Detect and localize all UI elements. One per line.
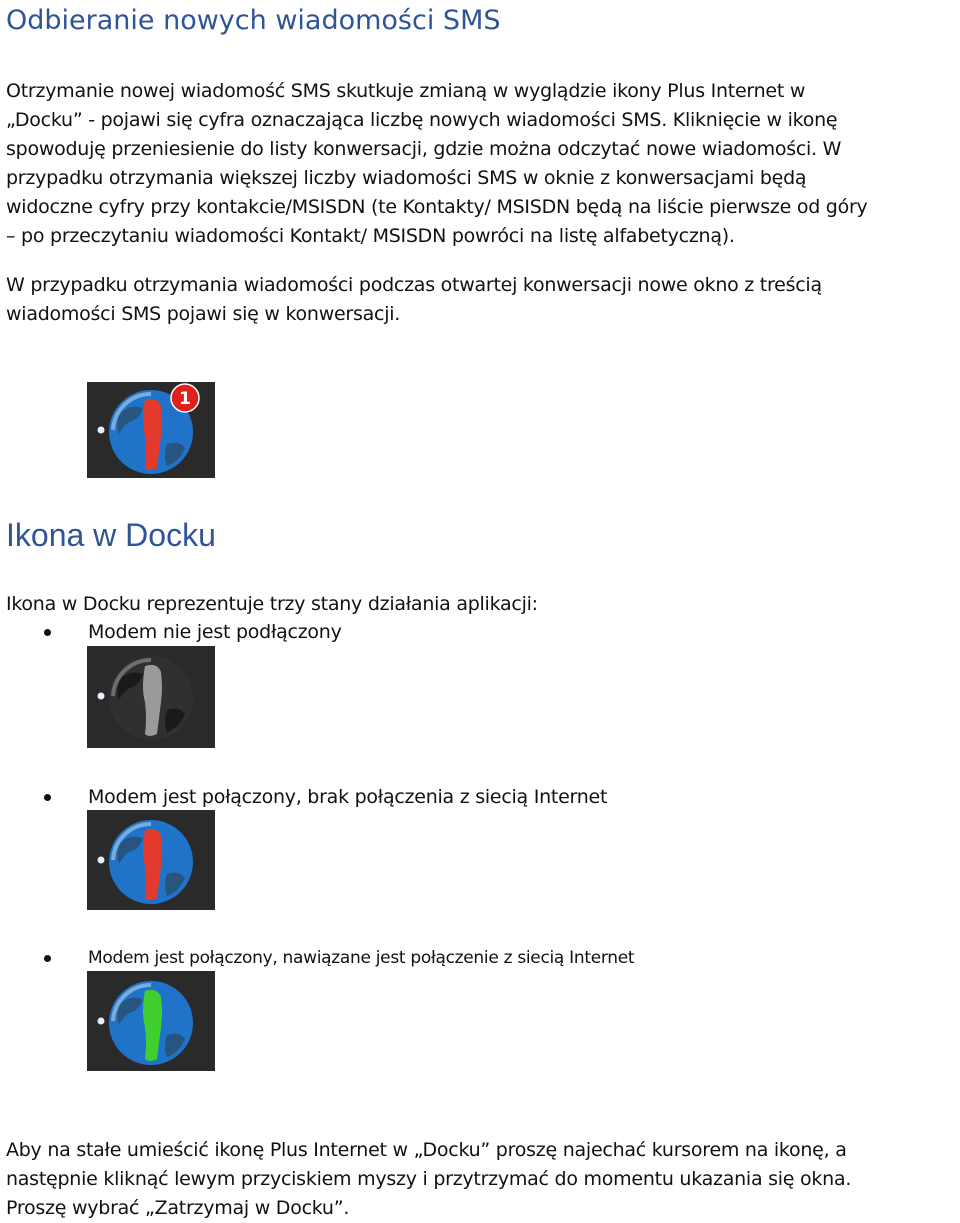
state-label: Modem jest połączony, nawiązane jest połączenie z siecią Internet [88, 948, 635, 968]
section-intro [6, 590, 960, 619]
paragraph-line: wiadomości SMS pojawi się w konwersacji. [6, 303, 401, 325]
dock-icon-with-badge [87, 382, 215, 478]
dock-icon-connected [87, 971, 215, 1067]
paragraph-line: Otrzymanie nowej wiadomość SMS skutkuje zmianą w wyglądzie ikony Plus Internet w [6, 80, 806, 102]
bullet-icon [44, 629, 51, 636]
globe-red-icon [87, 810, 215, 910]
bullet-icon [44, 794, 51, 801]
badge-count: 1 [179, 389, 191, 409]
paragraph-line: Aby na stałe umieścić ikonę Plus Internet w „Docku” proszę najechać kursorem na ikonę, a [6, 1139, 847, 1161]
paragraph-line: spowoduję przeniesienie do listy konwersacji, gdzie można odczytać nowe wiadomości. W [6, 138, 842, 160]
state-label: Modem jest połączony, brak połączenia z siecią Internet [88, 786, 608, 808]
globe-gray-icon [87, 646, 215, 748]
paragraph-line: W przypadku otrzymania wiadomości podczas otwartej konwersacji nowe okno z treścią [6, 274, 822, 296]
paragraph-line: przypadku otrzymania większej liczby wiadomości SMS w oknie z konwersacjami będą [6, 167, 807, 189]
dock-icon-no-internet [87, 810, 215, 906]
globe-red-badge-icon [87, 382, 215, 478]
paragraph-new-sms [6, 77, 960, 251]
intro-line: Ikona w Docku reprezentuje trzy stany działania aplikacji: [6, 593, 538, 615]
globe-green-icon [87, 971, 215, 1071]
bullet-icon [44, 955, 51, 962]
page-title: Odbieranie nowych wiadomości SMS [6, 5, 501, 36]
paragraph-open-conversation [6, 271, 960, 329]
paragraph-line: – po przeczytaniu wiadomości Kontakt/ MSISDN powróci na listę alfabetyczną). [6, 225, 735, 247]
paragraph-line: „Docku” - pojawi się cyfra oznaczająca liczbę nowych wiadomości SMS. Kliknięcie w ikonę [6, 109, 838, 131]
paragraph-line: Proszę wybrać „Zatrzymaj w Docku”. [6, 1197, 350, 1219]
section-title: Ikona w Docku [6, 517, 216, 553]
paragraph-line: widoczne cyfry przy kontakcie/MSISDN (te Kontakty/ MSISDN będą na liście pierwsze od góry [6, 196, 868, 218]
state-label: Modem nie jest podłączony [88, 621, 342, 643]
paragraph-pin-to-dock [6, 1136, 960, 1223]
paragraph-line: następnie kliknąć lewym przyciskiem myszy i przytrzymać do momentu ukazania się okna. [6, 1168, 852, 1190]
dock-icon-disconnected [87, 646, 215, 742]
